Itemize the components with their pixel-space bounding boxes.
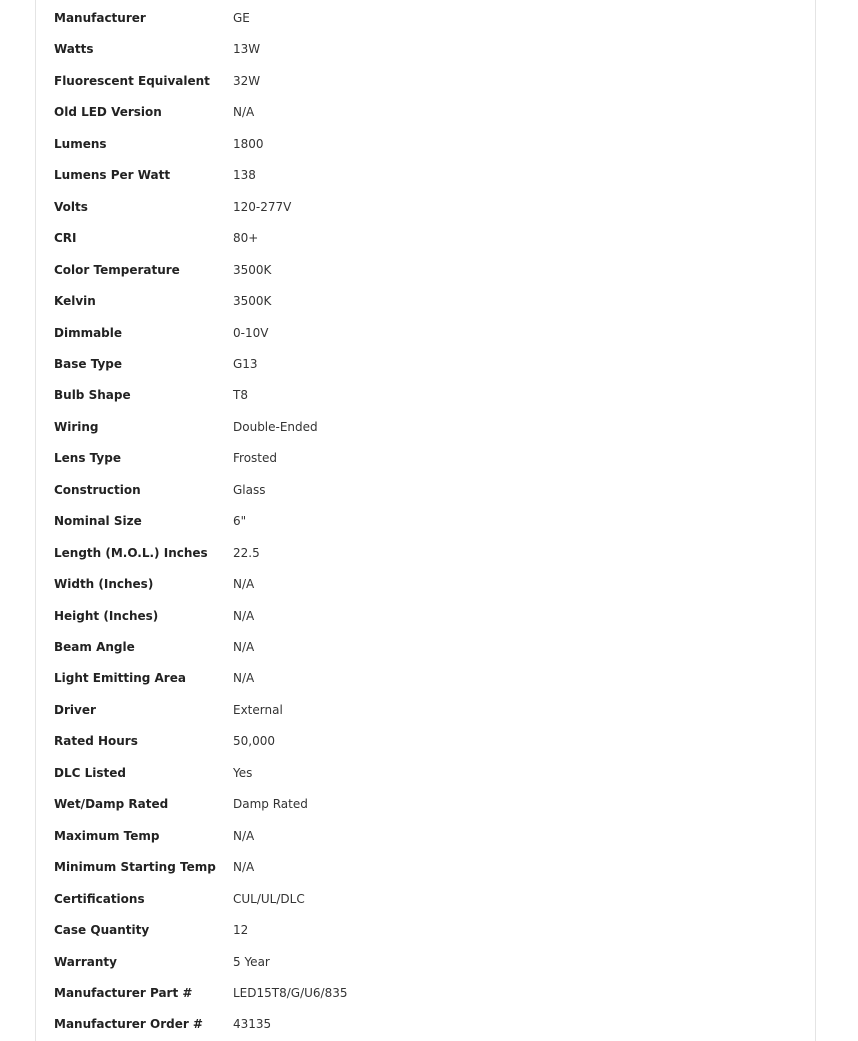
- spec-label: Manufacturer Order #: [54, 1017, 203, 1032]
- spec-value: 0-10V: [233, 325, 269, 340]
- spec-row: [36, 1009, 815, 1040]
- spec-label: Fluorescent Equivalent: [54, 73, 210, 88]
- spec-label: Nominal Size: [54, 514, 142, 529]
- spec-label: Wiring: [54, 419, 99, 434]
- spec-label: Maximum Temp: [54, 828, 160, 843]
- spec-label: Warranty: [54, 954, 117, 969]
- spec-row: [36, 3, 815, 34]
- spec-row: [36, 663, 815, 694]
- spec-value: Damp Rated: [233, 797, 308, 812]
- spec-value: 80+: [233, 231, 259, 246]
- spec-row: [36, 978, 815, 1009]
- spec-row: [36, 569, 815, 600]
- spec-value: GE: [233, 11, 250, 25]
- spec-value: G13: [233, 356, 258, 371]
- spec-row: [36, 160, 815, 191]
- spec-label: Watts: [54, 42, 94, 57]
- spec-value: N/A: [233, 828, 255, 843]
- spec-row: [36, 286, 815, 317]
- spec-value: 12: [233, 923, 249, 938]
- spec-value: LED15T8/G/U6/835: [233, 985, 348, 1000]
- spec-value: Glass: [233, 482, 266, 497]
- spec-label: Base Type: [54, 356, 123, 371]
- spec-row: [36, 255, 815, 286]
- spec-row: [36, 192, 815, 223]
- spec-value: 50,000: [233, 734, 275, 749]
- spec-row: [36, 601, 815, 632]
- spec-label: Lumens Per Watt: [54, 168, 171, 183]
- spec-label: Dimmable: [54, 325, 123, 340]
- spec-row: [36, 380, 815, 411]
- spec-value: Yes: [233, 765, 253, 780]
- spec-label: Light Emitting Area: [54, 671, 186, 686]
- spec-label: Rated Hours: [54, 734, 138, 749]
- spec-label: Width (Inches): [54, 577, 154, 592]
- spec-label: Color Temperature: [54, 262, 180, 277]
- spec-row: [36, 884, 815, 915]
- spec-row: [36, 695, 815, 726]
- spec-row: [36, 412, 815, 443]
- spec-value: N/A: [233, 640, 255, 654]
- spec-value: 5 Year: [233, 954, 270, 969]
- spec-value: 22.5: [233, 545, 260, 560]
- spec-label: Kelvin: [54, 294, 96, 309]
- spec-value: N/A: [233, 577, 255, 592]
- spec-label: Minimum Starting Temp: [54, 860, 216, 875]
- spec-row: [36, 726, 815, 757]
- spec-label: Lens Type: [54, 451, 121, 466]
- spec-label: Certifications: [54, 891, 145, 906]
- spec-label: Old LED Version: [54, 105, 162, 120]
- spec-label: Lumens: [54, 136, 107, 151]
- spec-row: [36, 129, 815, 160]
- spec-row: [36, 223, 815, 254]
- spec-value: 13W: [233, 42, 261, 57]
- spec-value: 6": [233, 514, 247, 529]
- spec-row: [36, 852, 815, 883]
- spec-value: 32W: [233, 73, 261, 88]
- spec-row: [36, 915, 815, 946]
- spec-value: CUL/UL/DLC: [233, 891, 305, 906]
- spec-label: Driver: [54, 702, 96, 717]
- spec-label: Wet/Damp Rated: [54, 797, 169, 812]
- spec-row: [36, 506, 815, 537]
- spec-value: N/A: [233, 105, 255, 120]
- spec-value: 3500K: [233, 294, 272, 309]
- spec-row: [36, 318, 815, 349]
- spec-row: [36, 821, 815, 852]
- spec-row: [36, 34, 815, 65]
- spec-row: [36, 475, 815, 506]
- spec-row: [36, 443, 815, 474]
- spec-value: N/A: [233, 671, 255, 686]
- spec-label: DLC Listed: [54, 765, 126, 780]
- spec-row: [36, 632, 815, 663]
- spec-value: Double-Ended: [233, 419, 318, 434]
- spec-value: 138: [233, 168, 256, 183]
- spec-label: Beam Angle: [54, 640, 135, 654]
- spec-value: Frosted: [233, 451, 277, 466]
- spec-row: [36, 789, 815, 820]
- spec-row: [36, 947, 815, 978]
- spec-value: 3500K: [233, 262, 272, 277]
- spec-label: Manufacturer Part #: [54, 985, 193, 1000]
- spec-label: Length (M.O.L.) Inches: [54, 545, 208, 560]
- spec-label: Height (Inches): [54, 608, 159, 623]
- spec-value: 120-277V: [233, 199, 292, 214]
- spec-row: [36, 66, 815, 97]
- spec-label: Bulb Shape: [54, 388, 131, 403]
- spec-row: [36, 349, 815, 380]
- spec-row: [36, 97, 815, 128]
- spec-value: N/A: [233, 608, 255, 623]
- spec-value: External: [233, 702, 283, 717]
- spec-label: Construction: [54, 482, 141, 497]
- spec-value: 1800: [233, 136, 264, 151]
- spec-value: 43135: [233, 1017, 272, 1032]
- spec-label: CRI: [54, 231, 77, 246]
- spec-value: T8: [233, 388, 248, 403]
- spec-row: [36, 538, 815, 569]
- spec-label: Volts: [54, 199, 88, 214]
- spec-label: Manufacturer: [54, 11, 146, 25]
- spec-row: [36, 758, 815, 789]
- specifications-table: [35, 0, 816, 1041]
- spec-label: Case Quantity: [54, 923, 150, 938]
- spec-value: N/A: [233, 860, 255, 875]
